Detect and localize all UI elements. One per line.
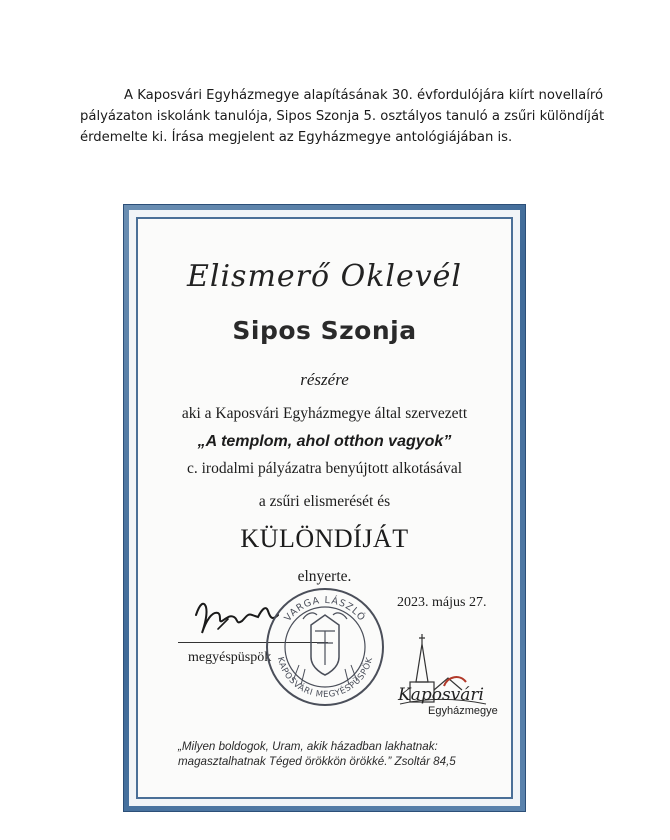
submission-line: c. irodalmi pályázatra benyújtott alkotásával — [186, 460, 463, 477]
intro-line: érdemelte ki. Írása megjelent az Egyházmegye antológiájában is. — [80, 130, 513, 145]
jury-line: a zsűri elismerését és — [258, 493, 391, 510]
quote-line: „Milyen boldogok, Uram, akik házadban lakhatnak: — [178, 740, 438, 753]
recipient-name: Sipos Szonja — [232, 316, 417, 345]
logo-text: Kaposvári — [398, 685, 484, 705]
certificate-body — [136, 217, 513, 799]
award-title: KÜLÖNDÍJÁT — [240, 524, 409, 553]
certificate-image — [123, 204, 526, 812]
organizer-line: aki a Kaposvári Egyházmegye által szervezett — [181, 405, 468, 422]
signer-title: megyéspüspök — [188, 650, 272, 665]
certificate-title: Elismerő Oklevél — [186, 259, 463, 294]
won-line: elnyerte. — [297, 568, 352, 585]
intro-paragraph — [80, 85, 610, 148]
svg-text:VARGA LÁSZLÓ: VARGA LÁSZLÓ — [282, 594, 368, 624]
logo-subtext: Egyházmegye — [428, 705, 498, 717]
intro-line: pályázaton iskolánk tanulója, Sipos Szonja 5. osztályos tanuló a zsűri különdíját — [80, 109, 605, 124]
competition-title: „A templom, ahol otthon vagyok” — [197, 433, 452, 450]
certificate-date: 2023. május 27. — [397, 595, 487, 610]
svg-text:KAPOSVÁRI MEGYÉSPÜSPÖK: KAPOSVÁRI MEGYÉSPÜSPÖK — [274, 656, 376, 701]
bishop-seal-icon — [263, 585, 388, 710]
psalm-quote — [178, 739, 478, 769]
intro-line: A Kaposvári Egyházmegye alapításának 30. évfordulójára kiírt novellaíró — [124, 88, 604, 103]
for-label: részére — [300, 370, 349, 389]
quote-line: magasztalhatnak Téged örökkön örökké.” Zsoltár 84,5 — [178, 755, 456, 768]
